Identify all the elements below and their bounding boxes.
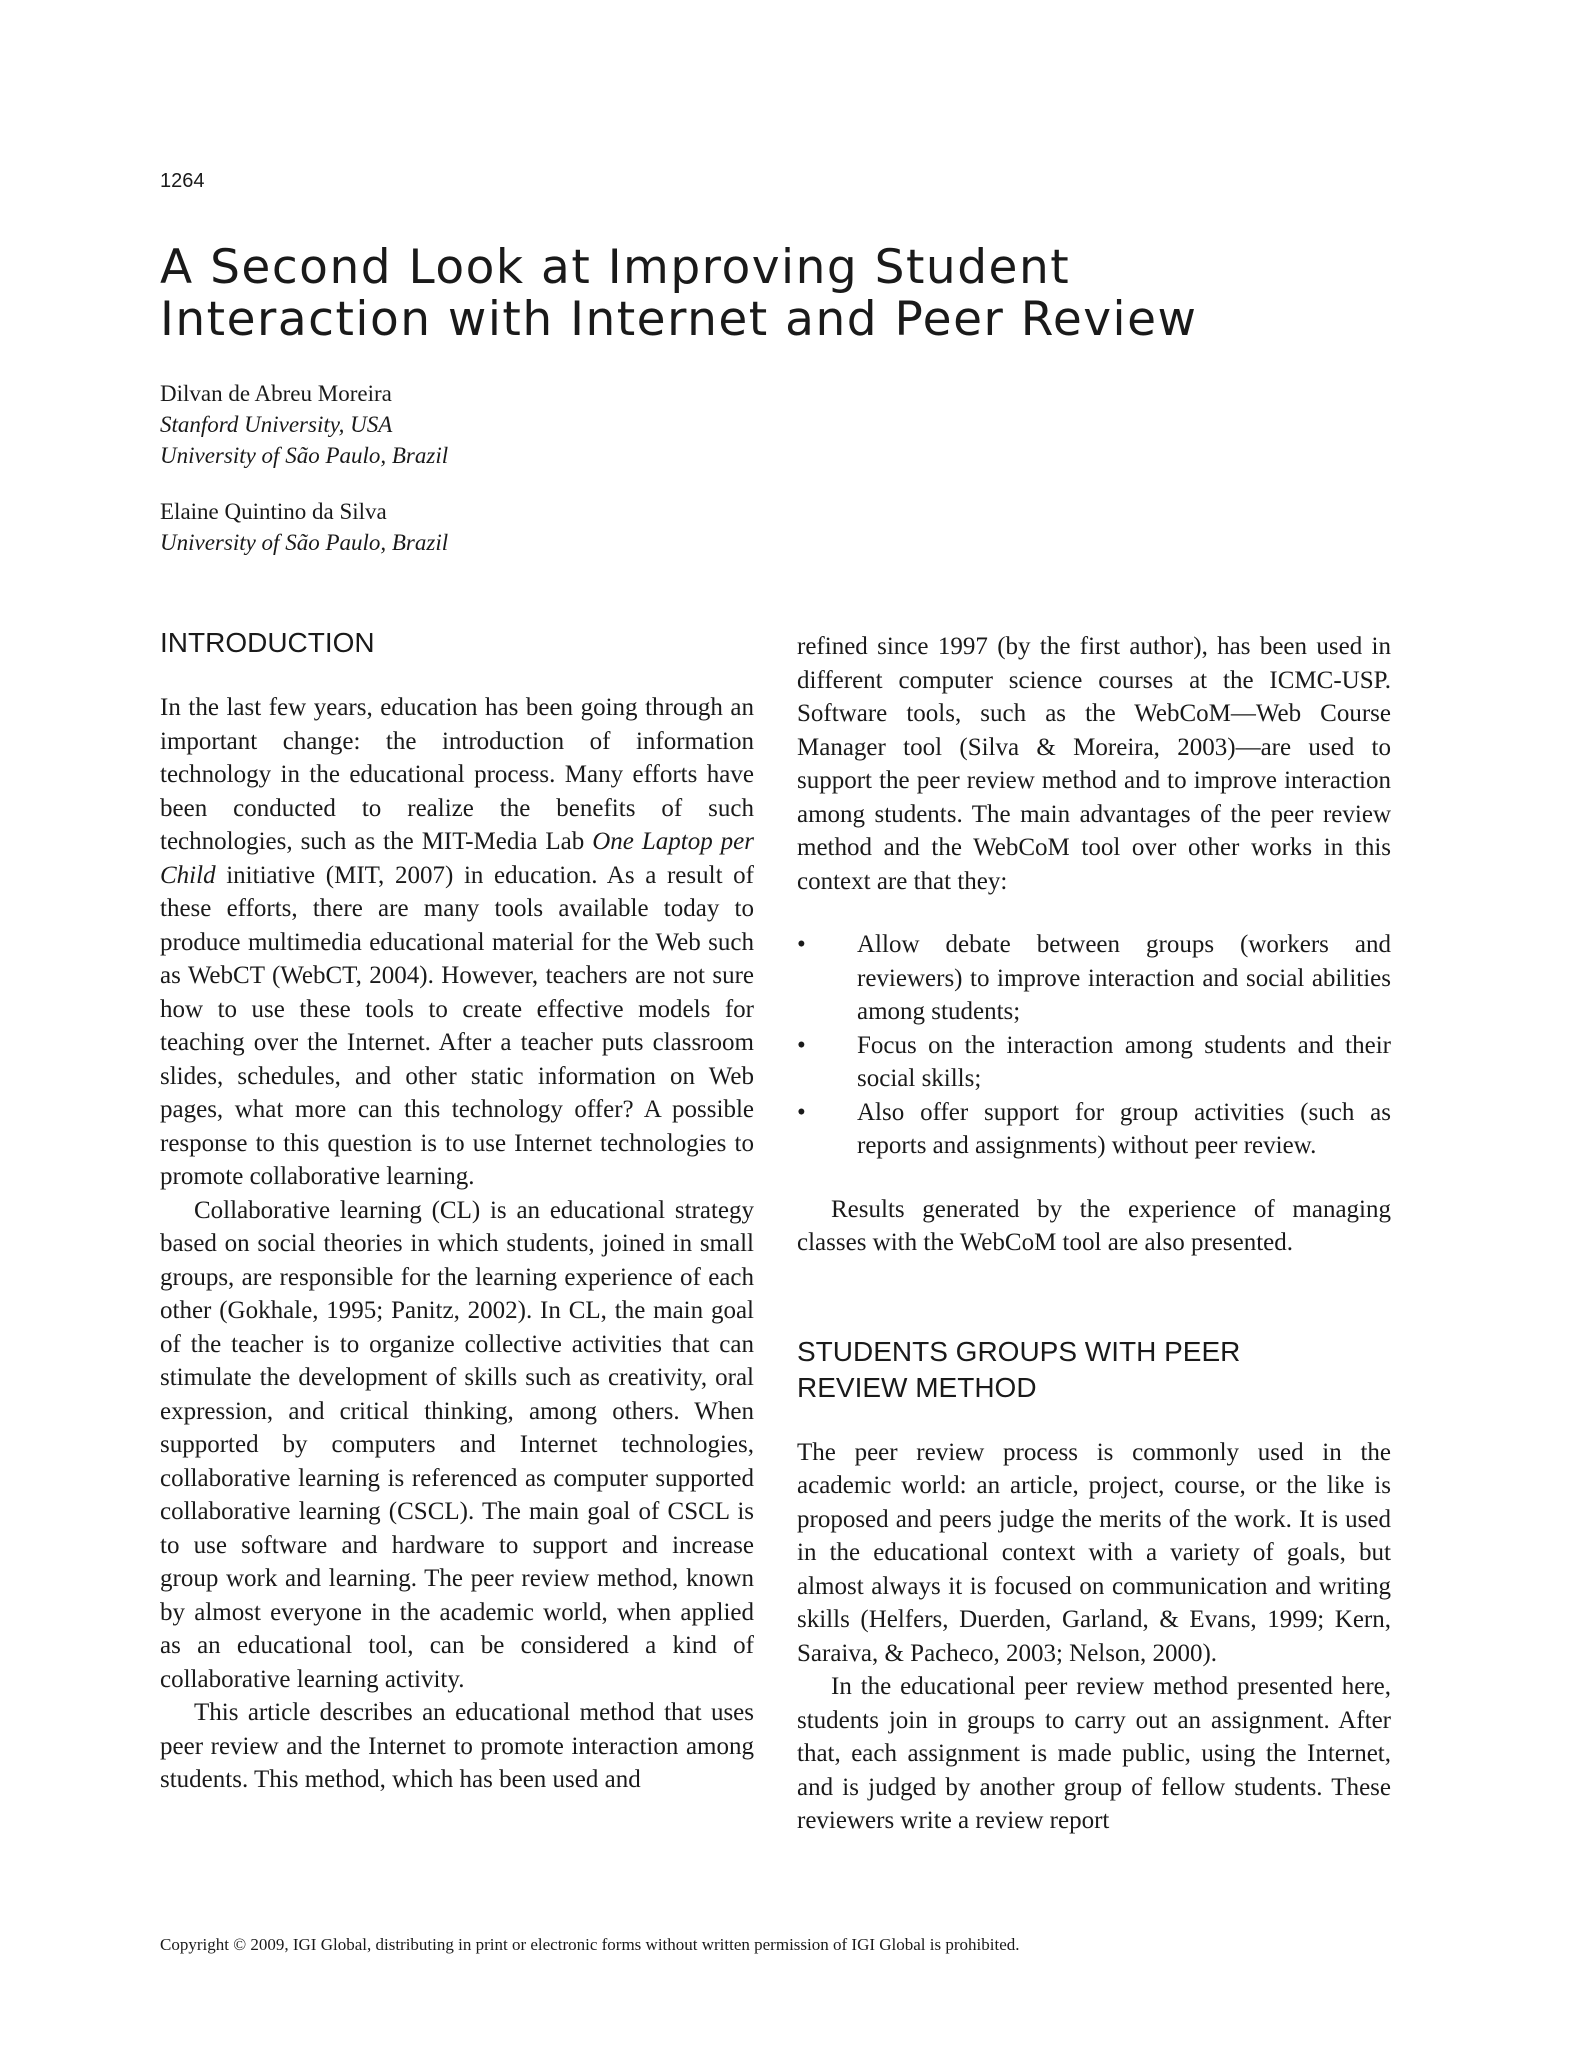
list-item-text: Also offer support for group activities (such as reports and assignments) without peer review. <box>857 1098 1391 1159</box>
paragraph: refined since 1997 (by the first author), has been used in different computer science courses at the ICMC-USP. Software tools, such as the WebCoM—Web Course Manager tool (Silva & Moreira, 2003)—are used to support the peer review method and to improve interaction among students. The main advantages of the peer review method and the WebCoM tool over other works in this context are that they: <box>797 633 1391 895</box>
list-item <box>797 1096 1391 1163</box>
page-number: 1264 <box>160 170 205 192</box>
author-1 <box>160 378 448 471</box>
bullet-marker: • <box>797 1031 806 1059</box>
paragraph-text: initiative (MIT, 2007) in education. As a result of these efforts, there are many tools available today to produce multimedia educational material for the Web such as WebCT (WebCT, 2004). However, teachers are not sure how to use these tools to create effective models for teaching over the Internet. After a teacher puts classroom slides, schedules, and other static information on Web pages, what more can this technology offer? A possible response to this question is to use Internet technologies to promote collaborative learning. <box>160 861 754 1190</box>
section-heading-students-groups <box>797 1334 1391 1406</box>
section-heading-introduction: INTRODUCTION <box>160 627 375 658</box>
list-item <box>797 928 1391 1029</box>
author-name: Dilvan de Abreu Moreira <box>160 381 392 406</box>
paragraph: The peer review process is commonly used in the academic world: an article, project, course, or the like is proposed and peers judge the merits of the work. It is used in the educational context with a variety of goals, but almost always it is focused on communication and writing skills (Helfers, Duerden, Garland, & Evans, 1999; Kern, Saraiva, & Pacheco, 2003; Nelson, 2000). <box>797 1438 1391 1667</box>
copyright-notice: Copyright © 2009, IGI Global, distributing in print or electronic forms without written permission of IGI Global is prohibited. <box>160 1935 1020 1954</box>
list-item <box>797 1029 1391 1096</box>
paragraph: In the educational peer review method presented here, students join in groups to carry out an assignment. After that, each assignment is made public, using the Internet, and is judged by another group of fellow students. These reviewers write a review report <box>797 1673 1391 1834</box>
article-title <box>160 242 1440 346</box>
paragraph: Results generated by the experience of managing classes with the WebCoM tool are also presented. <box>797 1195 1391 1256</box>
list-item-text: Focus on the interaction among students and their social skills; <box>857 1031 1391 1092</box>
author-affiliation: Stanford University, USA <box>160 412 393 437</box>
italic-title: One Laptop per Child <box>160 828 755 889</box>
bullet-marker: • <box>797 931 806 958</box>
right-column <box>797 630 1391 1838</box>
paragraph: This article describes an educational method that uses peer review and the Internet to promote interaction among students. This method, which has been used and <box>160 1699 754 1793</box>
author-affiliation: University of São Paulo, Brazil <box>160 530 449 555</box>
heading-line: REVIEW METHOD <box>797 1371 1037 1403</box>
paragraph <box>160 691 754 1194</box>
paragraph-text: In the last few years, education has been going through an important change: the introduction of information technology in the educational process. Many efforts have been conducted to realize the benefits of such technologies, such as the MIT-Media Lab <box>160 694 754 855</box>
author-2 <box>160 496 448 558</box>
author-block <box>160 378 448 583</box>
left-column <box>160 625 754 1797</box>
title-line-1: A Second Look at Improving Student <box>160 240 1071 295</box>
author-name: Elaine Quintino da Silva <box>160 499 387 524</box>
heading-line: STUDENTS GROUPS WITH PEER <box>797 1335 1241 1367</box>
title-line-2: Interaction with Internet and Peer Review <box>160 292 1198 347</box>
paragraph: Collaborative learning (CL) is an educational strategy based on social theories in which students, joined in small groups, are responsible for the learning experience of each other (Gokhale, 1995; Panitz, 2002). In CL, the main goal of the teacher is to organize collective activities that can stimulate the development of skills such as creativity, oral expression, and critical thinking, among others. When supported by computers and Internet technologies, collaborative learning is referenced as computer supported collaborative learning (CSCL). The main goal of CSCL is to use software and hardware to support and increase group work and learning. The peer review method, known by almost everyone in the academic world, when applied as an educational tool, can be considered a kind of collaborative learning activity. <box>160 1196 754 1693</box>
bullet-marker: • <box>797 1098 806 1126</box>
list-item-text: Allow debate between groups (workers and reviewers) to improve interaction and social abilities among students; <box>857 931 1391 1025</box>
author-affiliation: University of São Paulo, Brazil <box>160 443 449 468</box>
bullet-list <box>797 928 1391 1163</box>
